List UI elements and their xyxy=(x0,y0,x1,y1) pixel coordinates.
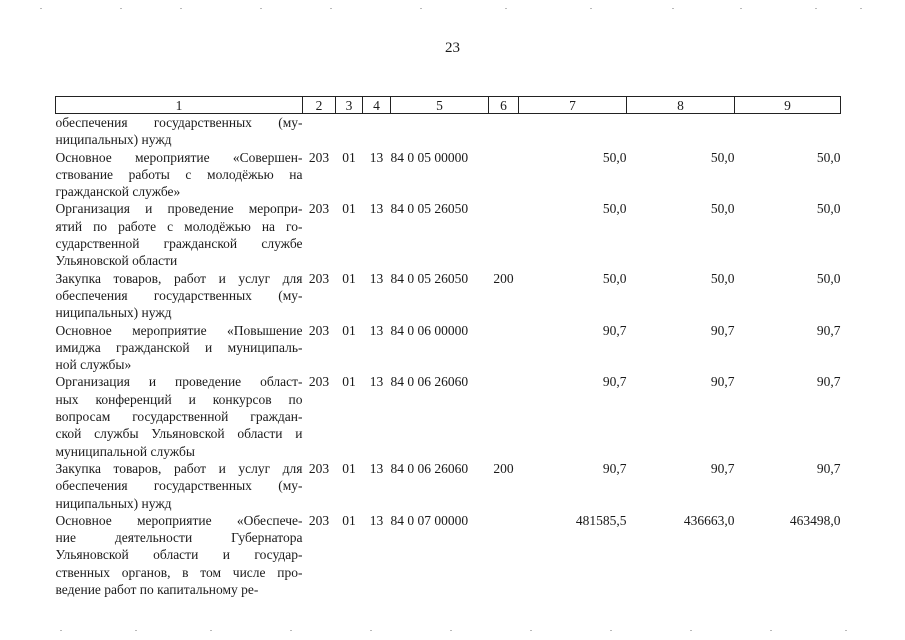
cell-subsection: 13 xyxy=(369,512,384,528)
cell-expense-type xyxy=(489,322,519,374)
cell-amount-col8: 90,7 xyxy=(710,374,735,390)
cell-expense-type: 200 xyxy=(493,270,514,286)
scan-speck xyxy=(690,630,692,631)
cell-amount-col8: 50,0 xyxy=(710,201,735,217)
cell-amount-col7: 90,7 xyxy=(602,322,627,338)
table-row xyxy=(56,270,841,322)
table-row xyxy=(56,512,841,598)
cell-amount-col7 xyxy=(519,114,627,149)
cell-target-article: 84 0 06 00000 xyxy=(390,322,469,338)
cell-amount-col7: 90,7 xyxy=(602,460,627,476)
cell-amount-col8: 50,0 xyxy=(710,149,735,165)
scan-speck xyxy=(210,630,212,631)
scan-speck xyxy=(135,630,137,631)
cell-section xyxy=(336,114,363,149)
cell-ministry-code: 203 xyxy=(308,460,330,476)
cell-target-article: 84 0 05 00000 xyxy=(390,149,469,165)
cell-target-article: 84 0 06 26060 xyxy=(390,460,469,476)
scan-speck xyxy=(770,630,772,631)
cell-subsection: 13 xyxy=(369,270,384,286)
cell-section: 01 xyxy=(342,149,356,165)
table-row xyxy=(56,460,841,512)
scan-speck xyxy=(860,8,862,9)
scan-speck xyxy=(845,630,847,631)
row-description: обеспечения государственных (му- ниципальных) нужд xyxy=(55,115,303,148)
cell-amount-col7: 50,0 xyxy=(602,270,627,286)
cell-expense-type xyxy=(489,200,519,269)
cell-amount-col8 xyxy=(627,114,735,149)
row-description: Основное мероприятие «Повышение имиджа гражданской и муниципаль- ной службы» xyxy=(55,322,303,373)
table-row xyxy=(56,322,841,374)
scan-speck xyxy=(740,8,742,9)
cell-target-article: 84 0 05 26050 xyxy=(390,270,469,286)
cell-amount-col7: 481585,5 xyxy=(575,512,627,528)
cell-section: 01 xyxy=(342,201,356,217)
header-row xyxy=(56,97,841,114)
cell-subsection: 13 xyxy=(369,201,384,217)
cell-subsection: 13 xyxy=(369,460,384,476)
scan-speck xyxy=(530,630,532,631)
header-cell: 9 xyxy=(735,97,841,114)
scan-speck xyxy=(260,8,262,9)
cell-ministry-code xyxy=(303,114,336,149)
cell-target-article xyxy=(391,114,489,149)
cell-section: 01 xyxy=(342,460,356,476)
row-description: Закупка товаров, работ и услуг для обеспечения государственных (му- ниципальных) нужд xyxy=(55,270,303,321)
cell-ministry-code: 203 xyxy=(308,201,330,217)
cell-ministry-code: 203 xyxy=(308,322,330,338)
row-description: Организация и проведение меропри- ятий по работе с молодёжью на го- сударственной гражданской службе Ульяновской области xyxy=(55,201,303,269)
table-row xyxy=(56,200,841,269)
cell-amount-col9: 50,0 xyxy=(816,149,841,165)
budget-table xyxy=(55,96,841,598)
header-cell: 5 xyxy=(391,97,489,114)
scan-speck xyxy=(590,8,592,9)
cell-amount-col8: 90,7 xyxy=(710,322,735,338)
cell-expense-type: 200 xyxy=(493,460,514,476)
cell-expense-type xyxy=(489,373,519,459)
header-cell: 8 xyxy=(627,97,735,114)
header-cell: 4 xyxy=(363,97,391,114)
cell-amount-col7: 90,7 xyxy=(602,374,627,390)
scan-speck xyxy=(120,8,122,9)
scan-speck xyxy=(420,8,422,9)
cell-amount-col8: 50,0 xyxy=(710,270,735,286)
table-row xyxy=(56,373,841,459)
cell-amount-col7: 50,0 xyxy=(602,201,627,217)
cell-amount-col7: 50,0 xyxy=(602,149,627,165)
cell-amount-col9: 90,7 xyxy=(816,322,841,338)
table-row xyxy=(56,114,841,149)
cell-ministry-code: 203 xyxy=(308,149,330,165)
scan-speck xyxy=(610,630,612,631)
header-cell: 2 xyxy=(303,97,336,114)
cell-amount-col9: 50,0 xyxy=(816,201,841,217)
page-number: 23 xyxy=(445,40,460,56)
header-cell: 7 xyxy=(519,97,627,114)
cell-target-article: 84 0 07 00000 xyxy=(390,512,469,528)
scan-speck xyxy=(505,8,507,9)
cell-ministry-code: 203 xyxy=(308,374,330,390)
header-cell: 3 xyxy=(336,97,363,114)
cell-expense-type xyxy=(489,114,519,149)
cell-expense-type xyxy=(489,512,519,598)
cell-ministry-code: 203 xyxy=(308,270,330,286)
cell-amount-col9: 90,7 xyxy=(816,374,841,390)
cell-subsection: 13 xyxy=(369,374,384,390)
cell-section: 01 xyxy=(342,512,356,528)
cell-amount-col9: 90,7 xyxy=(816,460,841,476)
row-description: Закупка товаров, работ и услуг для обеспечения государственных (му- ниципальных) нужд xyxy=(55,460,303,511)
table-row xyxy=(56,149,841,201)
cell-section: 01 xyxy=(342,322,356,338)
row-description: Основное мероприятие «Совершен- ствование работы с молодёжью на гражданской службе» xyxy=(55,149,303,200)
cell-amount-col9: 463498,0 xyxy=(789,512,841,528)
row-description: Организация и проведение област- ных конференций и конкурсов по вопросам государственной граждан- ской службы Ульяновской области и муниципальной службы xyxy=(55,374,303,459)
cell-amount-col9 xyxy=(735,114,841,149)
scan-speck xyxy=(672,8,674,9)
cell-amount-col8: 90,7 xyxy=(710,460,735,476)
cell-subsection: 13 xyxy=(369,149,384,165)
header-cell: 1 xyxy=(56,97,303,114)
cell-ministry-code: 203 xyxy=(308,512,330,528)
scan-speck xyxy=(370,630,372,631)
scan-speck xyxy=(40,8,42,9)
cell-subsection: 13 xyxy=(369,322,384,338)
cell-target-article: 84 0 06 26060 xyxy=(390,374,469,390)
scan-speck xyxy=(815,8,817,9)
cell-subsection xyxy=(363,114,391,149)
scan-speck xyxy=(60,630,62,631)
cell-amount-col8: 436663,0 xyxy=(683,512,735,528)
cell-section: 01 xyxy=(342,270,356,286)
scan-speck xyxy=(450,630,452,631)
cell-target-article: 84 0 05 26050 xyxy=(390,201,469,217)
cell-expense-type xyxy=(489,149,519,201)
scan-speck xyxy=(330,8,332,9)
cell-section: 01 xyxy=(342,374,356,390)
cell-amount-col9: 50,0 xyxy=(816,270,841,286)
row-description: Основное мероприятие «Обеспече- ние деятельности Губернатора Ульяновской области и государ- ственных органов, в том числе про- ведение работ по капитальному ре- xyxy=(55,512,303,598)
scan-speck xyxy=(290,630,292,631)
header-cell: 6 xyxy=(489,97,519,114)
scan-speck xyxy=(180,8,182,9)
